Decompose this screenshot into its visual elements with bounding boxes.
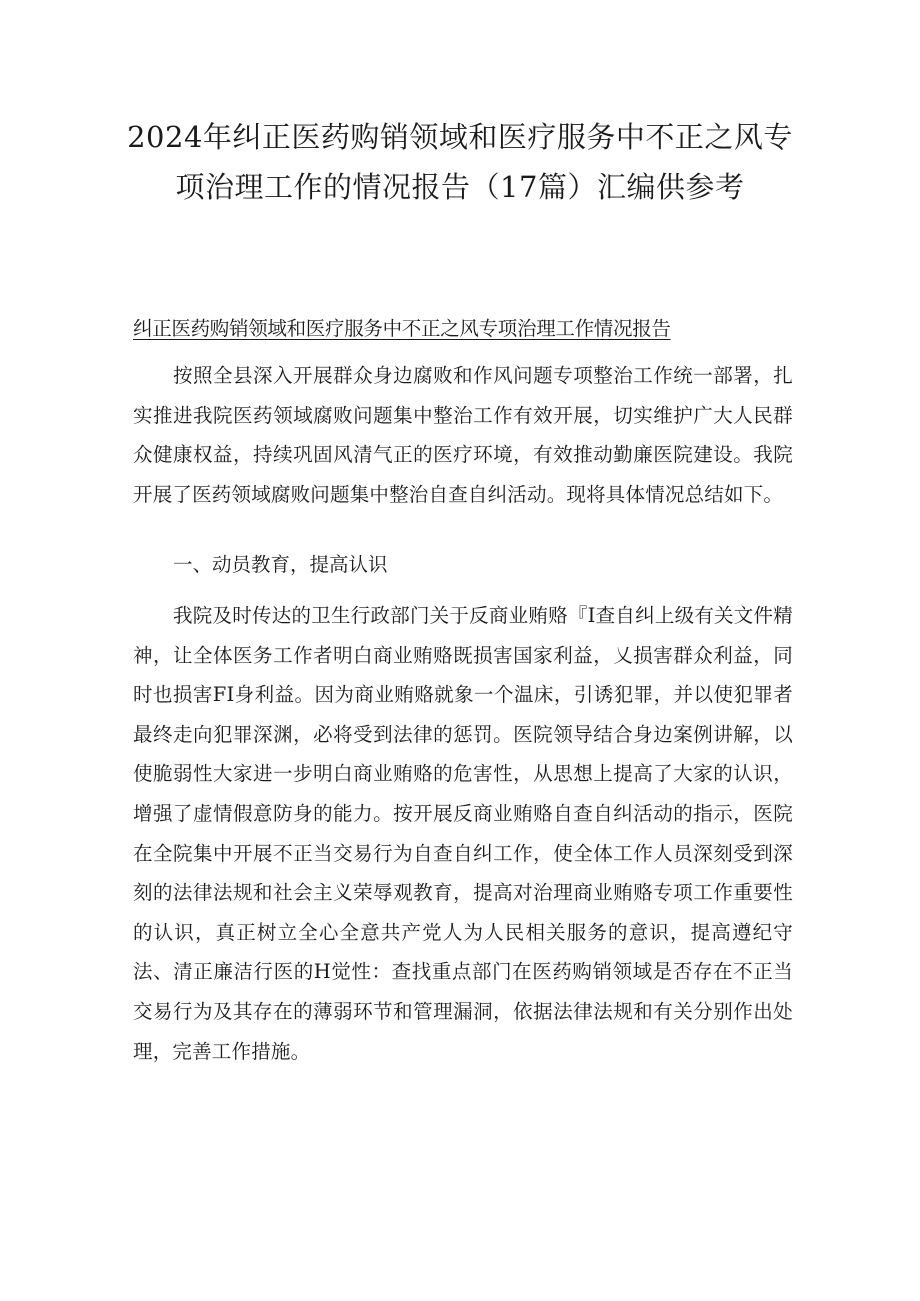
section-title: 纠正医药购销领域和医疗服务中不正之风专项治理工作情况报告 [133, 317, 671, 340]
body-paragraph: 我院及时传达的卫生行政部门关于反商业贿赂『I查自纠上级有关文件精神，让全体医务工作者明白商业贿赂既损害国家利益，乂损害群众利益，同时也损害FI身利益。因为商业贿赂就象一个温床，引诱犯罪，并以使犯罪者最终走向犯罪深渊，必将受到法律的惩罚。医院领导结合身边案例讲解，以使脆弱性大家进一步明白商业贿赂的危害性，从思想上提高了大家的认识，增强了虚情假意防身的能力。按开展反商业贿赂自查自纠活动的指示，医院在全院集中开展不正当交易行为自查自纠工作，使全体工作人员深刻受到深刻的法律法规和社会主义荣辱观教育，提高对治理商业贿赂专项工作重要性的认识，真正树立全心全意共产党人为人民相关服务的意识，提高遵纪守法、清正廉洁行医的H觉性：查找重点部门在医药购销领域是否存在不正当交易行为及其存在的薄弱环节和管理漏洞，依据法律法规和有关分别作出处理，完善工作措施。 [133, 604, 793, 1063]
heading-mobilization-education: 一、动员教育，提高认识 [173, 553, 388, 576]
intro-paragraph: 按照全县深入开展群众身边腐败和作风问题专项整治工作统一部署，扎实推进我院医药领域腐败问题集中整治工作有效开展，切实维护广大人民群众健康权益，持续巩固风清气正的医疗环境，有效推动勤廉医院建设。我院开展了医药领域腐败问题集中整治自查自纠活动。现将具体情况总结如下。 [133, 364, 793, 506]
document-title: 2024年纠正医药购销领域和医疗服务中不正之风专项治理工作的情况报告（17篇）汇编供参考 [127, 120, 793, 204]
